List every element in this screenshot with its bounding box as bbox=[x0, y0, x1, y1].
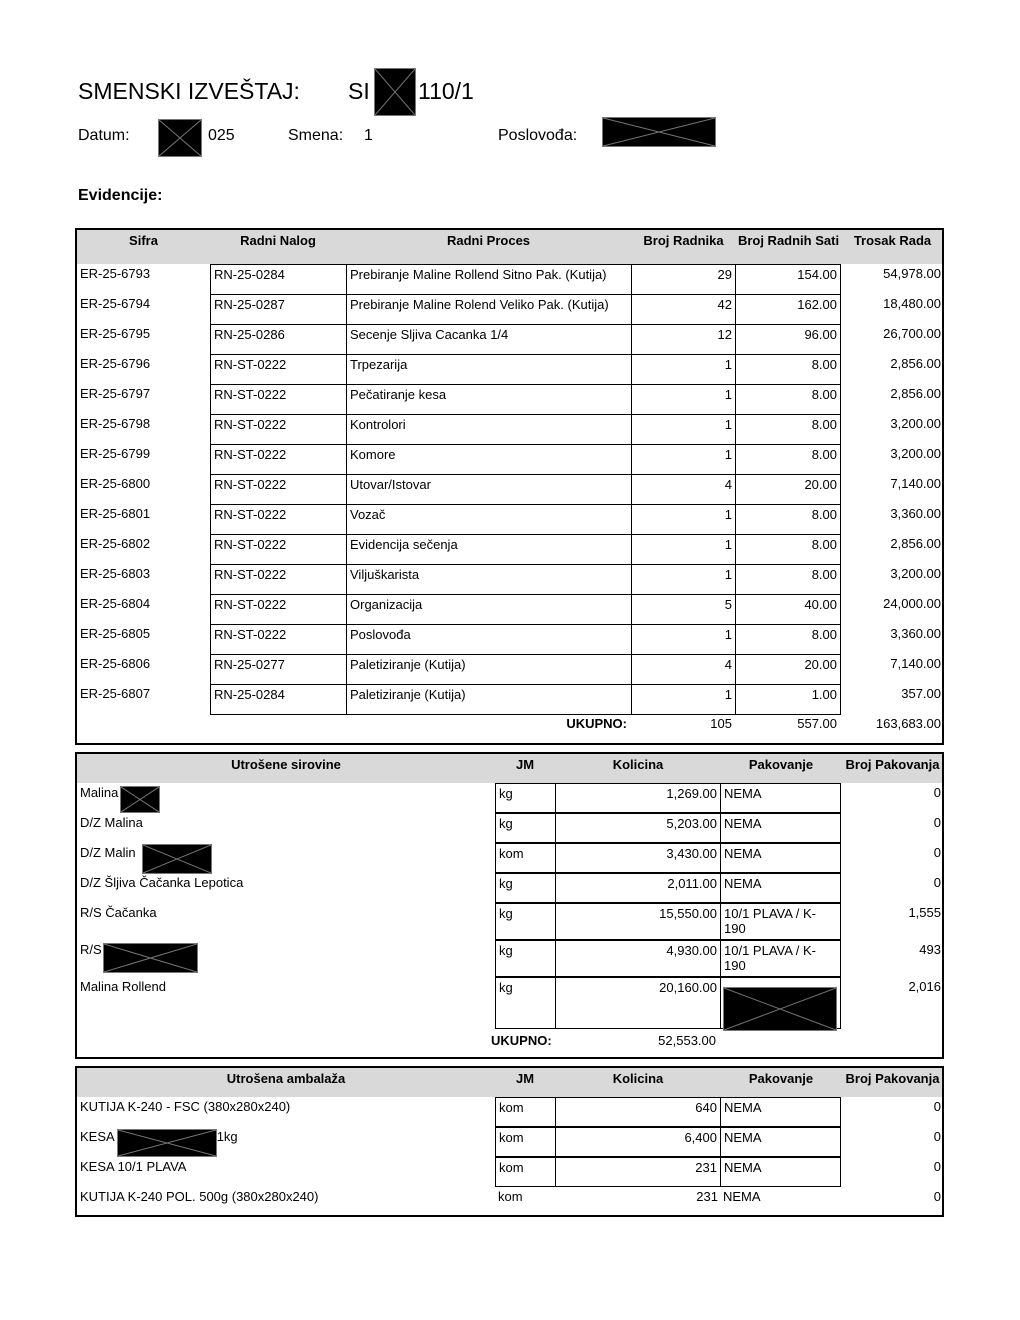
evidencije-row bbox=[77, 354, 942, 384]
sirovine-row bbox=[77, 940, 942, 977]
ev-trosak-rada: 26,700.00 bbox=[883, 326, 941, 341]
sirovine-name: R/S bbox=[80, 942, 102, 957]
ev-broj-radnika: 12 bbox=[631, 324, 736, 355]
ev-sifra: ER-25-6794 bbox=[80, 296, 151, 311]
col-sirovine-qty: Kolicina bbox=[612, 757, 664, 772]
ev-radni-proces: Prebiranje Maline Rolend Veliko Pak. (Kutija) bbox=[346, 294, 632, 325]
ev-trosak-rada: 18,480.00 bbox=[883, 296, 941, 311]
sirovine-jm: kg bbox=[495, 813, 556, 843]
ev-sifra: ER-25-6799 bbox=[80, 446, 151, 461]
ev-broj-sati: 8.00 bbox=[735, 444, 841, 475]
ev-trosak-rada: 3,360.00 bbox=[890, 506, 941, 521]
col-radni-proces: Radni Proces bbox=[446, 233, 531, 248]
ambalaza-count: 0 bbox=[933, 1189, 941, 1204]
sirovine-count: 1,555 bbox=[908, 905, 941, 920]
ambalaza-qty: 231 bbox=[555, 1157, 721, 1187]
ambalaza-qty: 231 bbox=[696, 1189, 718, 1204]
sirovine-header-row bbox=[77, 754, 942, 783]
ev-radni-nalog: RN-ST-0222 bbox=[210, 594, 347, 625]
sirovine-row bbox=[77, 783, 942, 813]
ev-radni-proces: Komore bbox=[346, 444, 632, 475]
ev-radni-nalog: RN-ST-0222 bbox=[210, 504, 347, 535]
ev-radni-nalog: RN-ST-0222 bbox=[210, 414, 347, 445]
ev-sifra: ER-25-6796 bbox=[80, 356, 151, 371]
ev-broj-sati: 162.00 bbox=[735, 294, 841, 325]
sirovine-row bbox=[77, 903, 942, 940]
ambalaza-qty: 640 bbox=[555, 1097, 721, 1127]
ev-broj-radnika: 29 bbox=[631, 264, 736, 295]
ambalaza-row bbox=[77, 1097, 942, 1127]
sirovine-total-qty: 52,553.00 bbox=[658, 1033, 716, 1048]
sirovine-qty: 20,160.00 bbox=[555, 977, 721, 1029]
sirovine-jm: kg bbox=[495, 783, 556, 813]
ambalaza-table bbox=[75, 1066, 944, 1217]
evidencije-row bbox=[77, 384, 942, 414]
redaction-sirovina-1 bbox=[120, 786, 160, 813]
ev-radni-proces: Vozač bbox=[346, 504, 632, 535]
report-title: SMENSKI IZVEŠTAJ: bbox=[78, 78, 300, 104]
evidencije-header-row bbox=[77, 230, 942, 264]
ev-radni-proces: Secenje Sljiva Cacanka 1/4 bbox=[346, 324, 632, 355]
col-sirovine-pack: Pakovanje bbox=[748, 757, 814, 772]
evidencije-heading: Evidencije: bbox=[78, 187, 163, 204]
ev-broj-radnika: 4 bbox=[631, 474, 736, 505]
col-sirovine-jm: JM bbox=[515, 757, 535, 772]
shift-value: 1 bbox=[364, 127, 373, 144]
ev-radni-proces: Viljuškarista bbox=[346, 564, 632, 595]
ev-broj-sati: 8.00 bbox=[735, 624, 841, 655]
ev-broj-radnika: 1 bbox=[631, 624, 736, 655]
ev-broj-radnika: 1 bbox=[631, 534, 736, 565]
redaction-sirovina-3 bbox=[142, 844, 212, 874]
evidencije-row bbox=[77, 564, 942, 594]
ev-sifra: ER-25-6801 bbox=[80, 506, 151, 521]
ev-trosak-rada: 357.00 bbox=[901, 686, 941, 701]
sirovine-qty: 3,430.00 bbox=[555, 843, 721, 873]
ev-trosak-rada: 24,000.00 bbox=[883, 596, 941, 611]
ambalaza-row bbox=[77, 1187, 942, 1215]
evidencije-row bbox=[77, 594, 942, 624]
doc-suffix: 110/1 bbox=[418, 78, 474, 104]
ev-radni-proces: Evidencija sečenja bbox=[346, 534, 632, 565]
ev-radni-proces: Paletiziranje (Kutija) bbox=[346, 654, 632, 685]
evidencije-row bbox=[77, 624, 942, 654]
ev-sifra: ER-25-6793 bbox=[80, 266, 151, 281]
evidencije-total-hours: 557.00 bbox=[797, 716, 837, 731]
sirovine-pack: NEMA bbox=[720, 843, 841, 873]
ev-broj-radnika: 1 bbox=[631, 444, 736, 475]
sirovine-row bbox=[77, 843, 942, 873]
ambalaza-name: KUTIJA K-240 POL. 500g (380x280x240) bbox=[80, 1189, 319, 1204]
ev-trosak-rada: 7,140.00 bbox=[890, 656, 941, 671]
col-radni-nalog: Radni Nalog bbox=[240, 233, 316, 248]
sirovine-count: 0 bbox=[933, 875, 941, 890]
sirovine-pack: NEMA bbox=[720, 873, 841, 903]
ambalaza-count: 0 bbox=[933, 1159, 941, 1174]
ev-trosak-rada: 3,200.00 bbox=[890, 566, 941, 581]
sirovine-qty: 4,930.00 bbox=[555, 940, 721, 977]
ev-broj-radnika: 1 bbox=[631, 504, 736, 535]
sirovine-pack: 10/1 PLAVA / K-190 bbox=[720, 903, 841, 940]
ambalaza-jm: kom bbox=[495, 1157, 556, 1187]
col-sirovine-count: Broj Pakovanja bbox=[845, 757, 940, 772]
col-ambalaza-qty: Kolicina bbox=[612, 1071, 664, 1086]
ev-broj-sati: 96.00 bbox=[735, 324, 841, 355]
ambalaza-count: 0 bbox=[933, 1129, 941, 1144]
redaction-sirovina-6 bbox=[103, 943, 198, 973]
ev-sifra: ER-25-6797 bbox=[80, 386, 151, 401]
ambalaza-row bbox=[77, 1157, 942, 1187]
sirovine-table bbox=[75, 752, 944, 1059]
ev-broj-radnika: 1 bbox=[631, 564, 736, 595]
ambalaza-count: 0 bbox=[933, 1099, 941, 1114]
ev-broj-sati: 8.00 bbox=[735, 504, 841, 535]
evidencije-total-label: UKUPNO: bbox=[566, 716, 627, 731]
shift-label: Smena: bbox=[288, 127, 344, 144]
ambalaza-jm: kom bbox=[495, 1127, 556, 1157]
ev-broj-sati: 154.00 bbox=[735, 264, 841, 295]
ev-radni-proces: Prebiranje Maline Rollend Sitno Pak. (Kutija) bbox=[346, 264, 632, 295]
ev-radni-proces: Organizacija bbox=[346, 594, 632, 625]
ev-broj-sati: 1.00 bbox=[735, 684, 841, 715]
ev-trosak-rada: 3,200.00 bbox=[890, 416, 941, 431]
evidencije-row bbox=[77, 294, 942, 324]
ev-broj-radnika: 42 bbox=[631, 294, 736, 325]
ev-radni-proces: Utovar/Istovar bbox=[346, 474, 632, 505]
col-broj-radnika: Broj Radnika bbox=[643, 233, 724, 248]
ev-radni-nalog: RN-ST-0222 bbox=[210, 564, 347, 595]
ev-broj-radnika: 1 bbox=[631, 684, 736, 715]
ambalaza-qty: 6,400 bbox=[555, 1127, 721, 1157]
sirovine-count: 0 bbox=[933, 785, 941, 800]
ambalaza-jm: kom bbox=[495, 1097, 556, 1127]
ev-radni-proces: Poslovođa bbox=[346, 624, 632, 655]
ambalaza-name: KESA 1kg bbox=[80, 1129, 238, 1144]
ev-broj-sati: 8.00 bbox=[735, 414, 841, 445]
sirovine-row bbox=[77, 977, 942, 1029]
evidencije-row bbox=[77, 534, 942, 564]
ev-broj-radnika: 1 bbox=[631, 384, 736, 415]
sirovine-qty: 1,269.00 bbox=[555, 783, 721, 813]
ambalaza-header-row bbox=[77, 1068, 942, 1097]
sirovine-count: 2,016 bbox=[908, 979, 941, 994]
sirovine-jm: kg bbox=[495, 977, 556, 1029]
col-trosak-rada: Trosak Rada bbox=[853, 233, 932, 248]
sirovine-name: Malina bbox=[80, 785, 119, 800]
ambalaza-jm: kom bbox=[498, 1189, 523, 1204]
ev-radni-nalog: RN-ST-0222 bbox=[210, 624, 347, 655]
sirovine-name: D/Z Malin bbox=[80, 845, 136, 860]
sirovine-name: R/S Čačanka bbox=[80, 905, 157, 920]
col-ambalaza-name: Utrošena ambalaža bbox=[226, 1071, 346, 1086]
ev-trosak-rada: 7,140.00 bbox=[890, 476, 941, 491]
sirovine-pack: 10/1 PLAVA / K-190 bbox=[720, 940, 841, 977]
ambalaza-pack: NEMA bbox=[720, 1097, 841, 1127]
ev-radni-nalog: RN-25-0286 bbox=[210, 324, 347, 355]
ev-radni-nalog: RN-25-0284 bbox=[210, 264, 347, 295]
ev-radni-proces: Kontrolori bbox=[346, 414, 632, 445]
sirovine-jm: kg bbox=[495, 940, 556, 977]
ev-radni-proces: Paletiziranje (Kutija) bbox=[346, 684, 632, 715]
ambalaza-name: KUTIJA K-240 - FSC (380x280x240) bbox=[80, 1099, 291, 1114]
sirovine-jm: kg bbox=[495, 903, 556, 940]
ev-radni-nalog: RN-25-0287 bbox=[210, 294, 347, 325]
evidencije-row bbox=[77, 654, 942, 684]
ev-trosak-rada: 2,856.00 bbox=[890, 386, 941, 401]
date-label: Datum: bbox=[78, 127, 130, 144]
ev-broj-sati: 40.00 bbox=[735, 594, 841, 625]
ev-trosak-rada: 2,856.00 bbox=[890, 356, 941, 371]
evidencije-total-row bbox=[77, 714, 942, 742]
ev-broj-radnika: 1 bbox=[631, 414, 736, 445]
ev-sifra: ER-25-6807 bbox=[80, 686, 151, 701]
ambalaza-pack: NEMA bbox=[720, 1127, 841, 1157]
redaction-ambalaza-2 bbox=[117, 1129, 217, 1157]
ambalaza-pack: NEMA bbox=[723, 1189, 761, 1204]
col-ambalaza-pack: Pakovanje bbox=[748, 1071, 814, 1086]
sirovine-total-row bbox=[77, 1031, 942, 1055]
evidencije-row bbox=[77, 684, 942, 714]
evidencije-row bbox=[77, 264, 942, 294]
redaction-foreman bbox=[602, 117, 716, 147]
ev-radni-nalog: RN-25-0284 bbox=[210, 684, 347, 715]
evidencije-row bbox=[77, 444, 942, 474]
sirovine-jm: kom bbox=[495, 843, 556, 873]
ev-radni-nalog: RN-ST-0222 bbox=[210, 384, 347, 415]
col-ambalaza-jm: JM bbox=[515, 1071, 535, 1086]
ev-sifra: ER-25-6806 bbox=[80, 656, 151, 671]
sirovine-row bbox=[77, 813, 942, 843]
evidencije-row bbox=[77, 474, 942, 504]
ev-sifra: ER-25-6798 bbox=[80, 416, 151, 431]
sirovine-name: Malina Rollend bbox=[80, 979, 166, 994]
evidencije-row bbox=[77, 324, 942, 354]
foreman-label: Poslovođa: bbox=[498, 127, 578, 144]
sirovine-pack: NEMA bbox=[720, 813, 841, 843]
evidencije-row bbox=[77, 414, 942, 444]
evidencije-row bbox=[77, 504, 942, 534]
ev-radni-nalog: RN-ST-0222 bbox=[210, 444, 347, 475]
ev-radni-proces: Trpezarija bbox=[346, 354, 632, 385]
ev-sifra: ER-25-6795 bbox=[80, 326, 151, 341]
sirovine-qty: 15,550.00 bbox=[555, 903, 721, 940]
col-sirovine-name: Utrošene sirovine bbox=[231, 757, 341, 772]
ev-sifra: ER-25-6802 bbox=[80, 536, 151, 551]
redaction-doc-number bbox=[374, 68, 416, 116]
ev-radni-nalog: RN-ST-0222 bbox=[210, 354, 347, 385]
sirovine-qty: 5,203.00 bbox=[555, 813, 721, 843]
ev-broj-sati: 20.00 bbox=[735, 474, 841, 505]
ev-radni-proces: Pečatiranje kesa bbox=[346, 384, 632, 415]
ambalaza-row bbox=[77, 1127, 942, 1157]
ev-broj-radnika: 5 bbox=[631, 594, 736, 625]
ev-broj-radnika: 1 bbox=[631, 354, 736, 385]
doc-prefix: SI bbox=[348, 78, 370, 104]
ev-sifra: ER-25-6803 bbox=[80, 566, 151, 581]
sirovine-total-label: UKUPNO: bbox=[491, 1033, 552, 1048]
evidencije-total-workers: 105 bbox=[710, 716, 732, 731]
col-sifra: Sifra bbox=[129, 233, 158, 248]
sirovine-count: 0 bbox=[933, 845, 941, 860]
ev-broj-sati: 8.00 bbox=[735, 534, 841, 565]
evidencije-total-cost: 163,683.00 bbox=[875, 716, 941, 731]
sirovine-jm: kg bbox=[495, 873, 556, 903]
ev-trosak-rada: 3,360.00 bbox=[890, 626, 941, 641]
ev-broj-sati: 8.00 bbox=[735, 564, 841, 595]
sirovine-count: 0 bbox=[933, 815, 941, 830]
ev-trosak-rada: 2,856.00 bbox=[890, 536, 941, 551]
sirovine-qty: 2,011.00 bbox=[555, 873, 721, 903]
sirovine-name: D/Z Šljiva Čačanka Lepotica bbox=[80, 875, 244, 890]
ev-trosak-rada: 54,978.00 bbox=[883, 266, 941, 281]
ev-trosak-rada: 3,200.00 bbox=[890, 446, 941, 461]
ev-sifra: ER-25-6805 bbox=[80, 626, 151, 641]
col-broj-radnih-sati: Broj Radnih Sati bbox=[737, 233, 840, 248]
ev-radni-nalog: RN-25-0277 bbox=[210, 654, 347, 685]
ambalaza-pack: NEMA bbox=[720, 1157, 841, 1187]
ev-broj-sati: 8.00 bbox=[735, 354, 841, 385]
sirovine-row bbox=[77, 873, 942, 903]
col-ambalaza-count: Broj Pakovanja bbox=[845, 1071, 940, 1086]
ev-sifra: ER-25-6804 bbox=[80, 596, 151, 611]
ev-radni-nalog: RN-ST-0222 bbox=[210, 474, 347, 505]
redaction-date bbox=[158, 119, 202, 157]
ev-broj-sati: 20.00 bbox=[735, 654, 841, 685]
ambalaza-name: KESA 10/1 PLAVA bbox=[80, 1159, 187, 1174]
ev-sifra: ER-25-6800 bbox=[80, 476, 151, 491]
date-suffix: 025 bbox=[208, 127, 235, 144]
ev-broj-radnika: 4 bbox=[631, 654, 736, 685]
sirovine-pack: NEMA bbox=[720, 783, 841, 813]
sirovine-count: 493 bbox=[919, 942, 941, 957]
redaction-pakovanje bbox=[723, 987, 837, 1031]
ev-broj-sati: 8.00 bbox=[735, 384, 841, 415]
evidencije-table bbox=[75, 228, 944, 745]
ev-radni-nalog: RN-ST-0222 bbox=[210, 534, 347, 565]
sirovine-name: D/Z Malina bbox=[80, 815, 143, 830]
